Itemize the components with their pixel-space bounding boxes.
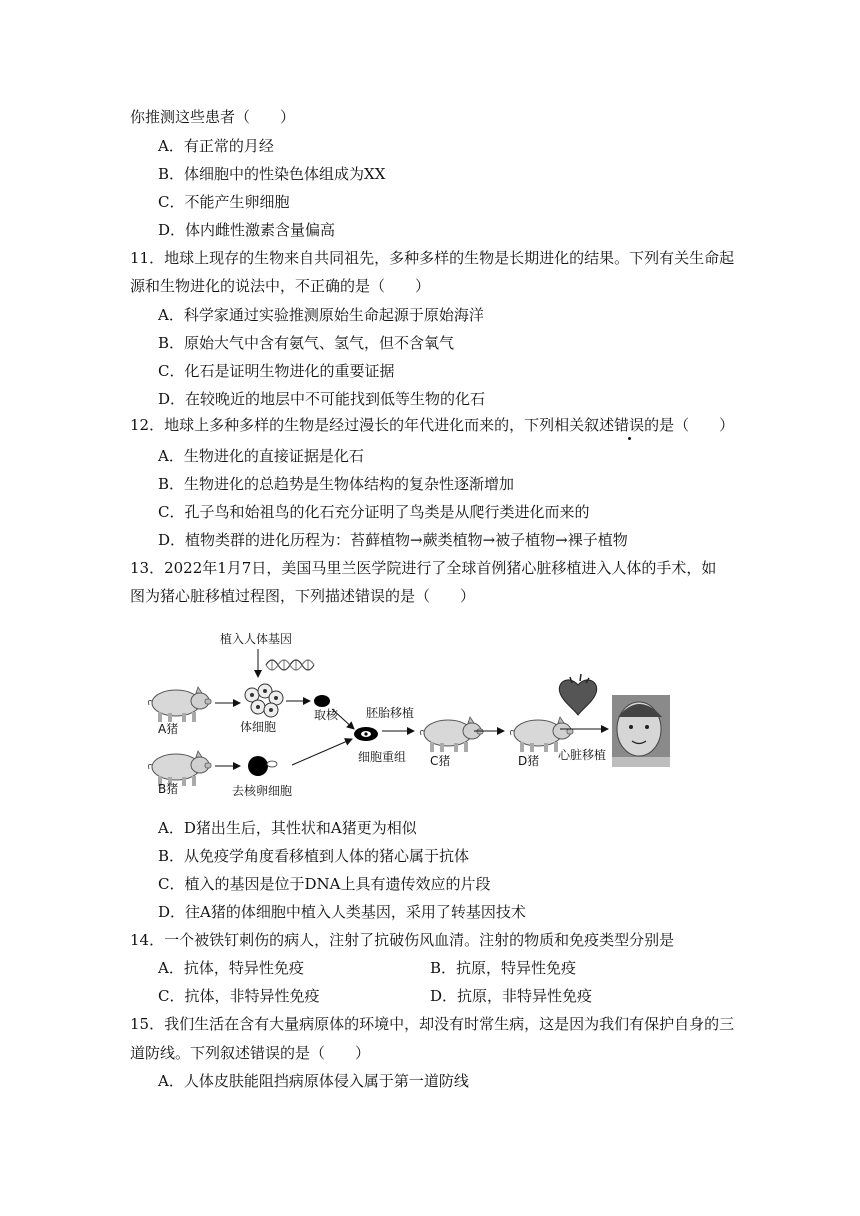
recombined-cell-label: 细胞重组: [358, 750, 407, 764]
q11-option-c: C．化石是证明生物进化的重要证据: [158, 362, 395, 380]
q12-option-d: D．植物类群的进化历程为：苔藓植物→蕨类植物→被子植物→裸子植物: [158, 531, 628, 549]
q12-stem-after: 的是（ ）: [644, 416, 735, 434]
q10-option-c: C．不能产生卵细胞: [158, 193, 290, 211]
q13-option-d: D．往A猪的体细胞中植入人类基因，采用了转基因技术: [158, 903, 526, 921]
q13-option-a: A．D猪出生后，其性状和A猪更为相似: [158, 819, 417, 837]
q10-option-b: B．体细胞中的性染色体组成为XX: [158, 165, 386, 183]
patient-face-icon: [612, 695, 670, 767]
take-nucleus-label: 取核: [314, 708, 339, 722]
q15-stem-line2: 道防线。下列叙述错误的是（ ）: [130, 1044, 371, 1062]
pig-c-label: C猪: [430, 754, 451, 768]
pig-a-icon: [148, 687, 211, 722]
q14-option-b: B．抗原，特异性免疫: [430, 959, 577, 977]
pig-b-label: B猪: [158, 782, 179, 796]
pig-heart-transplant-figure: [140, 625, 680, 805]
nucleus-icon: [314, 695, 330, 707]
q13-stem-line1: 13．2022年1月7日，美国马里兰医学院进行了全球首例猪心脏移植进入人体的手术，如: [130, 559, 717, 577]
q12-stem: [130, 414, 734, 436]
q13-stem-line2: 图为猪心脏移植过程图，下列描述错误的是（ ）: [130, 587, 476, 605]
pig-d-icon: [510, 717, 573, 752]
body-cell-icon: [245, 684, 283, 717]
q11-option-b: B．原始大气中含有氨气、氢气，但不含氧气: [158, 334, 455, 352]
q11-option-a: A．科学家通过实验推测原始生命起源于原始海洋: [158, 306, 484, 324]
gene-label: 植入人体基因: [220, 632, 293, 646]
heart-icon: [559, 674, 596, 715]
pig-c-icon: [420, 717, 483, 752]
enucleated-egg-icon: [248, 756, 277, 776]
pig-d-label: D猪: [518, 754, 540, 768]
q15-stem-line1: 15．我们生活在含有大量病原体的环境中，却没有时常生病，这是因为我们有保护自身的三: [130, 1015, 735, 1033]
q15-option-a: A．人体皮肤能阻挡病原体侵入属于第一道防线: [158, 1072, 469, 1090]
q10-stem-tail: 你推测这些患者（ ）: [130, 108, 296, 126]
pig-a-label: A猪: [158, 722, 179, 736]
q11-stem-line1: 11．地球上现存的生物来自共同祖先，多种多样的生物是长期进化的结果。下列有关生命起: [130, 249, 735, 267]
q12-option-b: B．生物进化的总趋势是生物体结构的复杂性逐渐增加: [158, 475, 515, 493]
body-cell-label: 体细胞: [240, 720, 277, 734]
pig-b-icon: [148, 751, 211, 786]
recombined-cell-icon: [354, 727, 378, 741]
q13-option-c: C．植入的基因是位于DNA上具有遗传效应的片段: [158, 875, 491, 893]
q14-option-a: A．抗体，特异性免疫: [158, 959, 304, 977]
q10-option-a: A．有正常的月经: [158, 137, 274, 155]
q11-option-d: D．在较晚近的地层中不可能找到低等生物的化石: [158, 390, 486, 408]
q13-option-b: B．从免疫学角度看移植到人体的猪心属于抗体: [158, 847, 470, 865]
q10-option-d: D．体内雌性激素含量偏高: [158, 221, 336, 239]
q12-option-a: A．生物进化的直接证据是化石: [158, 447, 364, 465]
embryo-transfer-label: 胚胎移植: [366, 706, 415, 720]
q14-option-d: D．抗原，非特异性免疫: [430, 987, 593, 1005]
heart-transplant-label: 心脏移植: [558, 748, 607, 762]
q12-option-c: C．孔子鸟和始祖鸟的化石充分证明了鸟类是从爬行类进化而来的: [158, 503, 590, 521]
q12-stem-emphasis: 错误: [614, 416, 645, 434]
enucleated-egg-label: 去核卵细胞: [232, 784, 293, 798]
dna-icon: [266, 660, 314, 670]
q11-stem-line2: 源和生物进化的说法中，不正确的是（ ）: [130, 277, 431, 295]
q12-stem-before: 12．地球上多种多样的生物是经过漫长的年代进化而来的，下列相关叙述: [130, 416, 615, 434]
q14-option-c: C．抗体，非特异性免疫: [158, 987, 320, 1005]
q14-stem: 14．一个被铁钉刺伤的病人，注射了抗破伤风血清。注射的物质和免疫类型分别是: [130, 931, 675, 949]
